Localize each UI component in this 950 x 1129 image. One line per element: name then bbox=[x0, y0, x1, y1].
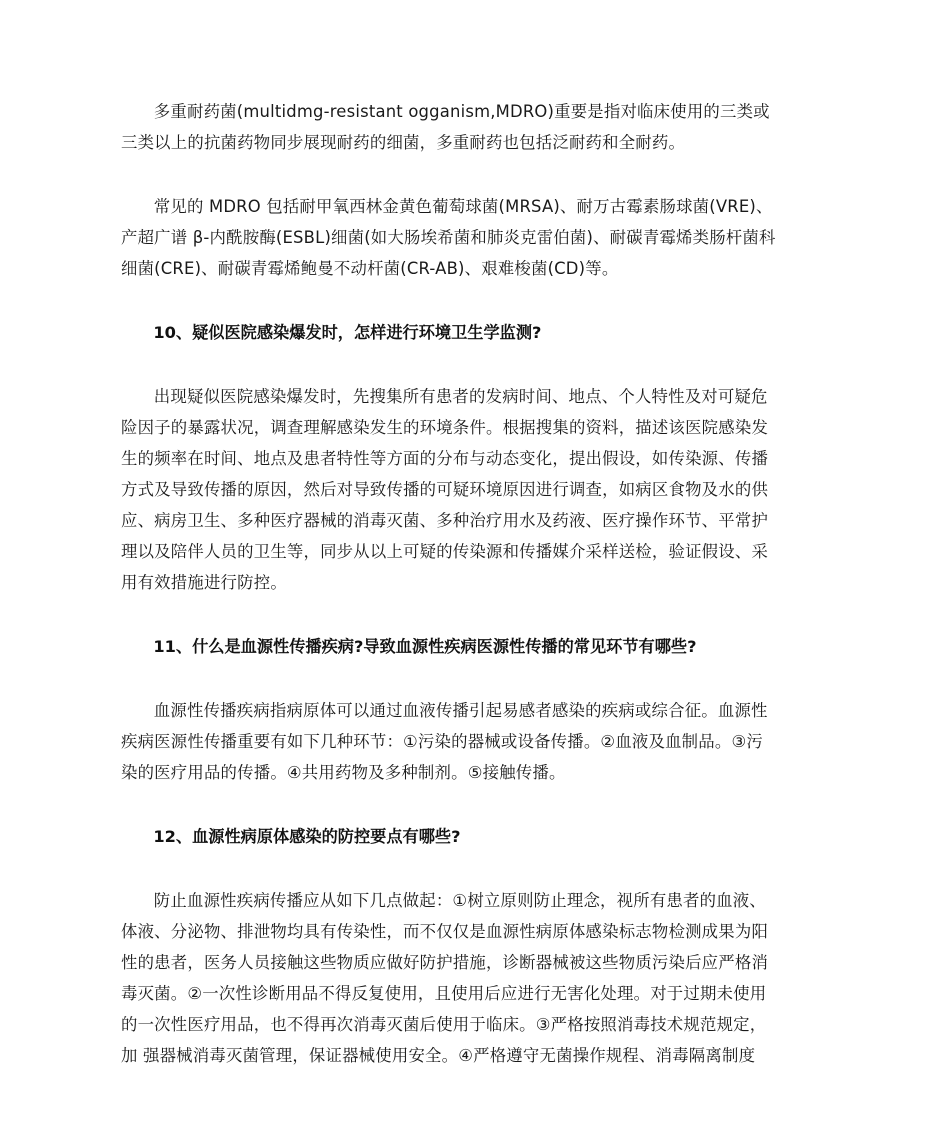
text-line: 体液、分泌物、排泄物均具有传染性，而不仅仅是血源性病原体感染标志物检测成果为阳 bbox=[121, 922, 769, 941]
text-line: 用有效措施进行防控。 bbox=[121, 573, 287, 592]
text-line: 应、病房卫生、多种医疗器械的消毒灭菌、多种治疗用水及药液、医疗操作环节、平常护 bbox=[121, 511, 769, 530]
text-line: 细菌(CRE)、耐碳青霉烯鲍曼不动杆菌(CR-AB)、艰难梭菌(CD)等。 bbox=[121, 259, 619, 278]
text-line: 性的患者，医务人员接触这些物质应做好防护措施，诊断器械被这些物质污染后应严格消 bbox=[121, 953, 769, 972]
text-line: 防止血源性疾病传播应从如下几点做起：①树立原则防止理念，视所有患者的血液、 bbox=[153, 891, 766, 910]
text-line: 疾病医源性传播重要有如下几种环节：①污染的器械或设备传播。②血液及血制品。③污 bbox=[121, 732, 763, 751]
paragraph-answer-10 bbox=[121, 381, 831, 598]
text-line: 出现疑似医院感染爆发时，先搜集所有患者的发病时间、地点、个人特性及对可疑危 bbox=[153, 387, 768, 406]
heading-question-10: 10、疑似医院感染爆发时，怎样进行环境卫生学监测? bbox=[153, 323, 542, 342]
text-line: 血源性传播疾病指病原体可以通过血液传播引起易感者感染的疾病或综合征。血源性 bbox=[153, 701, 768, 720]
paragraph-answer-12 bbox=[121, 885, 831, 1071]
heading-question-12: 12、血源性病原体感染的防控要点有哪些? bbox=[153, 827, 461, 846]
text-line: 常见的 MDRO 包括耐甲氧西林金黄色葡萄球菌(MRSA)、耐万古霉素肠球菌(VRE)、 bbox=[153, 197, 773, 216]
text-line: 加 强器械消毒灭菌管理，保证器械使用安全。④严格遵守无菌操作规程、消毒隔离制度 bbox=[121, 1046, 756, 1065]
text-line: 毒灭菌。②一次性诊断用品不得反复使用，且使用后应进行无害化处理。对于过期未使用 bbox=[121, 984, 767, 1003]
text-line: 的一次性医疗用品，也不得再次消毒灭菌后使用于临床。③严格按照消毒技术规范规定， bbox=[121, 1015, 767, 1034]
text-line: 方式及导致传播的原因，然后对导致传播的可疑环境原因进行调查，如病区食物及水的供 bbox=[121, 480, 769, 499]
text-line: 三类以上的抗菌药物同步展现耐药的细菌，多重耐药也包括泛耐药和全耐药。 bbox=[121, 133, 686, 152]
text-line: 产超广谱 β-内酰胺酶(ESBL)细菌(如大肠埃希菌和肺炎克雷伯菌)、耐碳青霉烯类肠杆菌科 bbox=[121, 228, 776, 247]
text-line: 生的频率在时间、地点及患者特性等方面的分布与动态变化，提出假设，如传染源、传播 bbox=[121, 449, 769, 468]
document-page bbox=[121, 96, 831, 1071]
paragraph-mdro-definition bbox=[121, 96, 831, 158]
text-line: 多重耐药菌(multidmg-resistant ogganism,MDRO)重要是指对临床使用的三类或 bbox=[153, 102, 770, 121]
heading-question-11: 11、什么是血源性传播疾病?导致血源性疾病医源性传播的常见环节有哪些? bbox=[153, 637, 697, 656]
text-line: 理以及陪伴人员的卫生等，同步从以上可疑的传染源和传播媒介采样送检，验证假设、采 bbox=[121, 542, 769, 561]
paragraph-common-mdro bbox=[121, 191, 831, 284]
text-line: 险因子的暴露状况，调查理解感染发生的环境条件。根据搜集的资料，描述该医院感染发 bbox=[121, 418, 769, 437]
text-line: 染的医疗用品的传播。④共用药物及多种制剂。⑤接触传播。 bbox=[121, 763, 566, 782]
paragraph-answer-11 bbox=[121, 695, 831, 788]
